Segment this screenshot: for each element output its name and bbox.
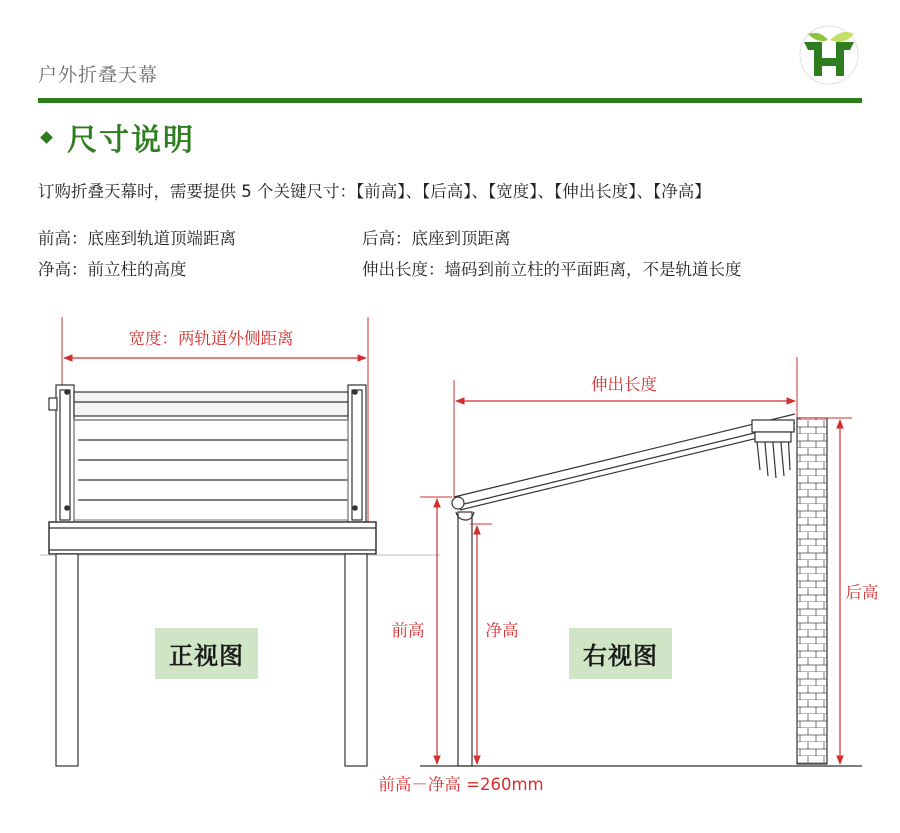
front-view <box>40 317 440 766</box>
side-view-label: 右视图 <box>569 628 672 679</box>
brand-title: 户外折叠天幕 <box>38 64 159 86</box>
extension-dimension-label: 伸出长度 <box>591 375 657 394</box>
brick-wall <box>797 418 827 764</box>
front-height-label: 前高 <box>391 621 425 640</box>
def-front-height: 前高：底座到轨道顶端距离 <box>38 229 236 248</box>
height-formula: 前高－净高 =260mm <box>378 775 544 794</box>
width-dimension-label: 宽度：两轨道外侧距离 <box>128 329 294 348</box>
def-rear-height: 后高：底座到顶距离 <box>362 229 511 248</box>
front-view-label: 正视图 <box>155 628 258 679</box>
intro-text: 订购折叠天幕时，需要提供 5 个关键尺寸：【前高】、【后高】、【宽度】、【伸出长度】、【净高】 <box>38 182 711 201</box>
side-view <box>420 357 862 766</box>
section-title: 尺寸说明 <box>67 123 195 158</box>
def-extension: 伸出长度：墙码到前立柱的平面距离，不是轨道长度 <box>362 260 742 279</box>
rear-height-label: 后高 <box>845 583 879 602</box>
clear-height-label: 净高 <box>485 621 519 640</box>
def-clear-height: 净高：前立柱的高度 <box>38 260 187 279</box>
